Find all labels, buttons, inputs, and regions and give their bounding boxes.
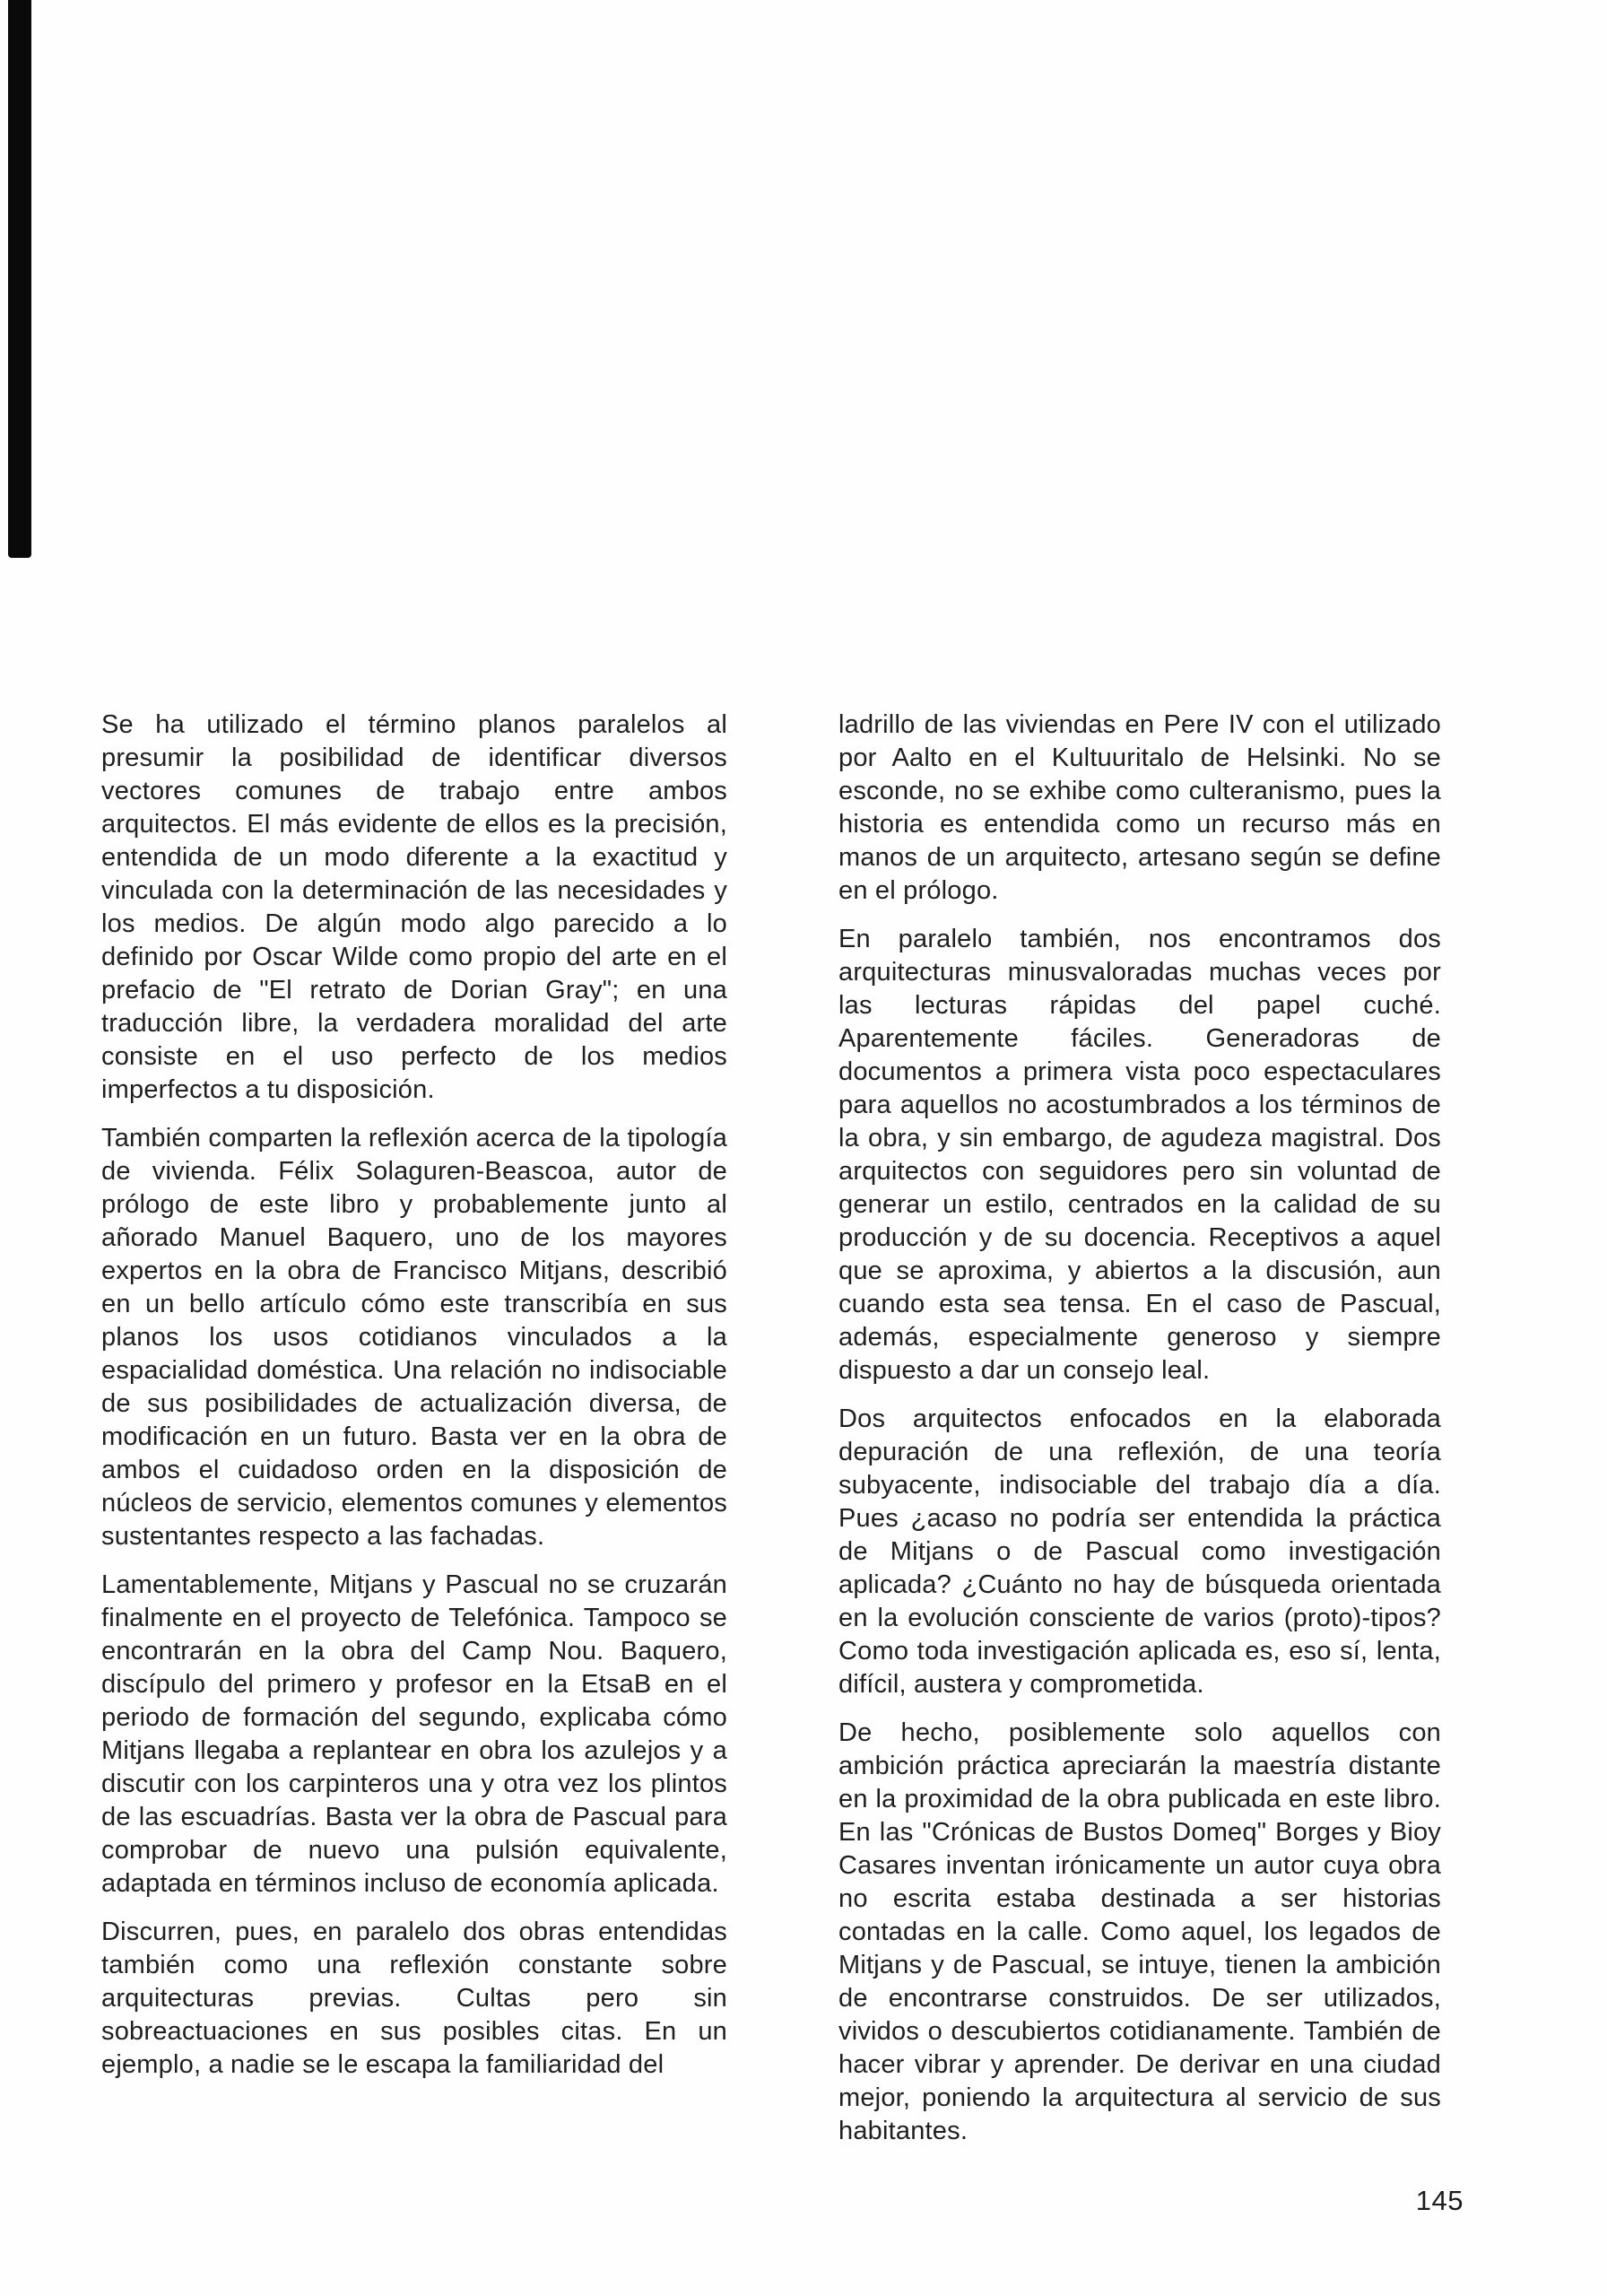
scan-artifact-bar (8, 0, 31, 558)
page-number: 145 (1415, 2185, 1464, 2216)
paragraph: Discurren, pues, en paralelo dos obras entendidas también como una reflexión constante sobre arquitecturas previas. Cultas pero sin sobreactuaciones en sus posibles citas. En un ejemplo, a nadie se le escapa la familiaridad del (101, 1918, 727, 2079)
paragraph: De hecho, posiblemente solo aquellos con ambición práctica apreciarán la maestría distante en la proximidad de la obra publicada en este libro. En las "Crónicas de Bustos Domeq" Borges y Bioy Casares inventan irónicamente un autor cuya obra no escrita estaba destinada a ser historias contadas en la calle. Como aquel, los legados de Mitjans y de Pascual, se intuye, tienen la ambición de encontrarse construidos. De ser utilizados, vividos o descubiertos cotidianamente. También de hacer vibrar y aprender. De derivar en una ciudad mejor, poniendo la arquitectura al servicio de sus habitantes. (838, 1718, 1441, 2145)
paragraph: Se ha utilizado el término planos paralelos al presumir la posibilidad de identificar diversos vectores comunes de trabajo entre ambos arquitectos. El más evidente de ellos es la precisión, entendida de un modo diferente a la exactitud y vinculada con la determinación de las necesidades y los medios. De algún modo algo parecido a lo definido por Oscar Wilde como propio del arte en el prefacio de "El retrato de Dorian Gray"; en una traducción libre, la verdadera moralidad del arte consiste en el uso perfecto de los medios imperfectos a tu disposición. (101, 710, 727, 1104)
paragraph: En paralelo también, nos encontramos dos arquitecturas minusvaloradas muchas veces por las lecturas rápidas del papel cuché. Aparentemente fáciles. Generadoras de documentos a primera vista poco espectaculares para aquellos no acostumbrados a los términos de la obra, y sin embargo, de agudeza magistral. Dos arquitectos con seguidores pero sin voluntad de generar un estilo, centrados en la calidad de su producción y de su docencia. Receptivos a aquel que se aproxima, y abiertos a la discusión, aun cuando esta sea tensa. En el caso de Pascual, además, especialmente generoso y siempre dispuesto a dar un consejo leal. (838, 925, 1441, 1385)
paragraph: Lamentablemente, Mitjans y Pascual no se cruzarán finalmente en el proyecto de Telefónica. Tampoco se encontrarán en la obra del Camp Nou. Baquero, discípulo del primero y profesor en la EtsaB en el periodo de formación del segundo, explicaba cómo Mitjans llegaba a replantear en obra los azulejos y a discutir con los carpinteros una y otra vez los plintos de las escuadrías. Basta ver la obra de Pascual para comprobar de nuevo una pulsión equivalente, adaptada en términos incluso de economía aplicada. (101, 1570, 727, 1898)
left-text-column (101, 709, 727, 2082)
paragraph: Dos arquitectos enfocados en la elaborada depuración de una reflexión, de una teoría subyacente, indisociable del trabajo día a día. Pues ¿acaso no podría ser entendida la práctica de Mitjans o de Pascual como investigación aplicada? ¿Cuánto no hay de búsqueda orientada en la evolución consciente de varios (proto)-tipos? Como toda investigación aplicada es, eso sí, lenta, difícil, austera y comprometida. (838, 1405, 1441, 1699)
paragraph: También comparten la reflexión acerca de la tipología de vivienda. Félix Solaguren-Beascoa, autor de prólogo de este libro y probablemente junto al añorado Manuel Baquero, uno de los mayores expertos en la obra de Francisco Mitjans, describió en un bello artículo cómo este transcribía en sus planos los usos cotidianos vinculados a la espacialidad doméstica. Una relación no indisociable de sus posibilidades de actualización diversa, de modificación en un futuro. Basta ver en la obra de ambos el cuidadoso orden en la disposición de núcleos de servicio, elementos comunes y elementos sustentantes respecto a las fachadas. (101, 1124, 727, 1551)
paragraph: ladrillo de las viviendas en Pere IV con el utilizado por Aalto en el Kultuuritalo de Helsinki. No se esconde, no se exhibe como culteranismo, pues la historia es entendida como un recurso más en manos de un arquitecto, artesano según se define en el prólogo. (838, 710, 1441, 905)
right-text-column (838, 709, 1441, 2148)
